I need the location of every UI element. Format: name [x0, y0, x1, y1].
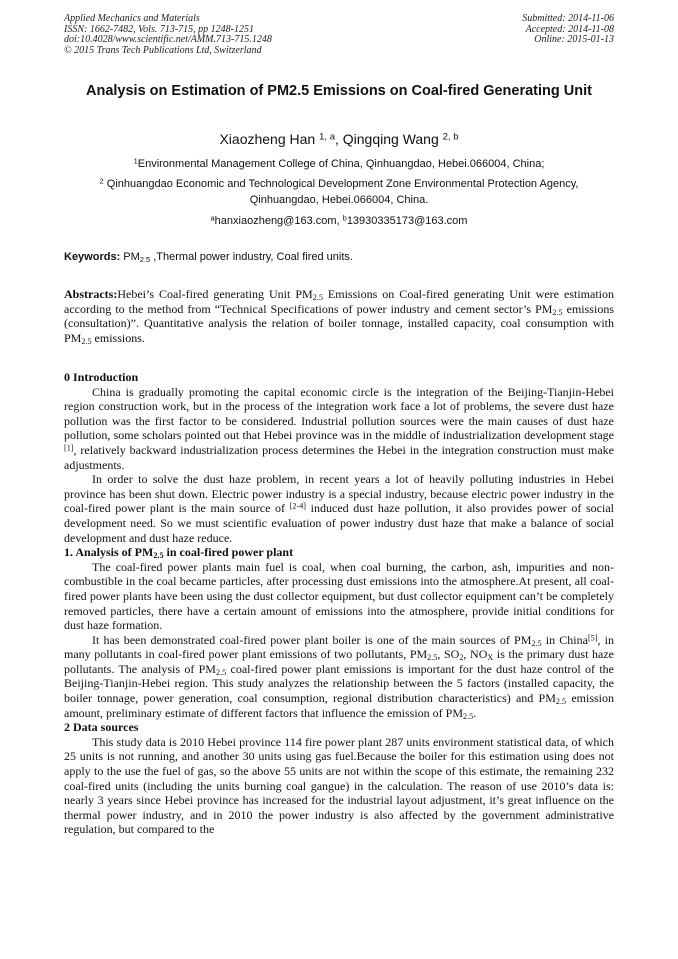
- keyword-text: ,Thermal power industry, Coal fired units.: [150, 251, 353, 263]
- email-mark: a: [210, 213, 215, 223]
- email-mark: b: [342, 213, 347, 223]
- abstract-text: emissions (consultation)”. Quantitative analysis the relation of boiler tonnage, installed capacity, coal consumption with PM: [64, 301, 614, 345]
- subscript: 2.5: [312, 293, 323, 303]
- main-body: [64, 370, 614, 837]
- paragraph: This study data is 2010 Hebei province 114 fire power plant 287 units environment statistical data, of which 25 units is not running, and another 30 units using gas fuel.Because the boiler for this estimation using does not apply to the use the fuel of gas, so the above 55 units are not within the scope of this estimate, the remaining 232 coal-fired units (including the units burning coal gangue) in the calculation. The reason of use 2010’s data is: nearly 3 years since Hebei province has increased for the industrial layout adjustment, it’s great influence on the thermal power industry, and in 2010 the power industry is also affected by the government administrative regulation, but compared to the: [64, 734, 614, 837]
- abstract-label: Abstracts:: [64, 287, 118, 301]
- paragraph-text: , in many pollutants in coal-fired power plant emissions of two pollutants, PM: [64, 632, 614, 662]
- author-name: Qingqing Wang: [342, 131, 439, 147]
- paragraph-text: is the primary dust haze pollutants. The analysis of PM: [64, 647, 615, 676]
- keywords: [64, 250, 614, 265]
- citation[interactable]: [1]: [64, 443, 74, 453]
- paragraph-text: in China: [541, 632, 588, 647]
- abstract-text: emissions.: [91, 330, 145, 345]
- paper-title: Analysis on Estimation of PM2.5 Emissions on Coal-fired Generating Unit: [86, 83, 592, 99]
- author-line: [64, 130, 614, 148]
- keyword-text: PM: [123, 251, 140, 263]
- abstract-text: Emissions on Coal-fired generating Unit were estimation according to the method from “Technical Specifications of power industry and cement sector’s PM: [64, 287, 614, 316]
- heading-text: 1. Analysis of PM: [64, 545, 154, 560]
- abstract-text: Hebei’s Coal-fired generating Unit PM: [117, 287, 313, 301]
- keywords-label: Keywords:: [64, 251, 124, 263]
- accepted-date: Accepted: 2014-11-08: [525, 23, 614, 35]
- author-affiliation-mark: 2, b: [442, 131, 459, 143]
- affiliation-number: 2: [99, 176, 104, 186]
- email-line: [64, 214, 614, 230]
- subscript: 2: [459, 653, 464, 663]
- paragraph-text: , NO: [463, 647, 488, 662]
- paragraph: [64, 633, 614, 721]
- online-date: Online: 2015-01-13: [534, 34, 614, 45]
- paragraph-text: China is gradually promoting the capital economic circle is the integration of the Beijing-Tianjin-Hebei region construction work, but in the process of the integration work face a lot of problems, the severe dust haze pollution was the first factor to be considered. Industrial pollution sources were the main causes of dust haze pollution, some scholars pointed out that Hebei province was in the middle of industrialization development stage: [64, 384, 614, 443]
- email-a[interactable]: hanxiaozheng@163.com,: [214, 215, 343, 227]
- subscript: X: [487, 653, 494, 663]
- paragraph-text: emission amount, preliminary estimate of different factors that influence the emission of PM: [64, 691, 614, 720]
- paragraph-text: induced dust haze pollution, it also provides power of social development need. So we must scientific evaluation of power industry dust haze that make a balance of social development and dust haze reduce.: [64, 501, 614, 545]
- subscript: 2.5: [531, 638, 542, 648]
- paragraph-text: It has been demonstrated coal-fired power plant boiler is one of the main sources of PM: [92, 632, 532, 647]
- subscript: 2.5: [153, 551, 164, 561]
- section-heading: [64, 545, 614, 560]
- paragraph: The coal-fired power plants main fuel is coal, when coal burning, the carbon, ash, impurities and non-combustible in the coal became particles, after processing dust emissions into the atmosphere.At present, all coal-fired power plants have been using the dust collector equipment, but dust collector equipment can’t be completely removed particles, there have a certain amount of emissions into the atmosphere, provide initial conditions for dust haze formation.: [64, 559, 614, 633]
- subscript: 2.5: [463, 711, 474, 721]
- doi-link[interactable]: doi:10.4028/www.scientific.net/AMM.713-715.1248: [64, 34, 272, 45]
- affiliation-text: Qinhuangdao Economic and Technological Development Zone Environmental Protection Agency, Qinhuangdao, Hebei.066004, China.: [106, 178, 579, 206]
- paragraph: [64, 472, 614, 545]
- subscript: 2.5: [81, 336, 92, 346]
- affiliation-text: Environmental Management College of China, Qinhuangdao, Hebei.066004, China;: [137, 158, 545, 170]
- subscript: 2.5: [139, 254, 151, 264]
- affiliation-2: [64, 177, 614, 208]
- journal-name: Applied Mechanics and Materials: [64, 13, 200, 24]
- paragraph-text: , SO: [437, 647, 460, 662]
- section-heading: 0 Introduction: [64, 370, 139, 384]
- dates-header: [522, 14, 614, 46]
- abstract: [64, 287, 614, 345]
- author-name: Xiaozheng Han: [219, 131, 316, 147]
- paragraph-text: .: [473, 705, 477, 720]
- copyright-line: © 2015 Trans Tech Publications Ltd, Switzerland: [64, 44, 262, 56]
- paragraph-text: , relatively backward industrialization process determines the Hebei in the integration construction must make adjustments.: [64, 442, 614, 472]
- submitted-date: Submitted: 2014-11-06: [522, 13, 614, 24]
- citation[interactable]: [5]: [587, 633, 598, 643]
- paragraph-text: coal-fired power plant emissions is important for the dust haze control of the Beijing-Tianjin-Hebei region. This study analyzes the relationship between the 5 factors (installed capacity, the boiler tonnage, power generation, coal consumption, regional distribution characteristics) and PM: [64, 661, 614, 706]
- heading-text: in coal-fired power plant: [163, 545, 294, 560]
- subscript: 2.5: [552, 307, 563, 317]
- author-separator: ,: [334, 131, 343, 147]
- affiliation-number: 1: [133, 156, 138, 166]
- journal-header: [64, 14, 272, 56]
- paragraph-text: In order to solve the dust haze problem, in recent years a lot of heavily polluting industries in Hebei province has been shut down. Electric power industry is a special industry, because electric power industry in the coal-fired power plant is the main source of: [64, 472, 614, 516]
- affiliation-1: [64, 157, 614, 173]
- citation[interactable]: [2-4]: [289, 501, 307, 511]
- email-b[interactable]: 13930335173@163.com: [346, 215, 468, 227]
- subscript: 2.5: [215, 667, 227, 677]
- section-heading: 2 Data sources: [64, 720, 139, 735]
- subscript: 2.5: [555, 697, 567, 707]
- paragraph: [64, 385, 614, 473]
- author-affiliation-mark: 1, a: [319, 131, 335, 143]
- subscript: 2.5: [427, 653, 438, 663]
- issn-line: ISSN: 1662-7482, Vols. 713-715, pp 1248-1251: [64, 23, 254, 35]
